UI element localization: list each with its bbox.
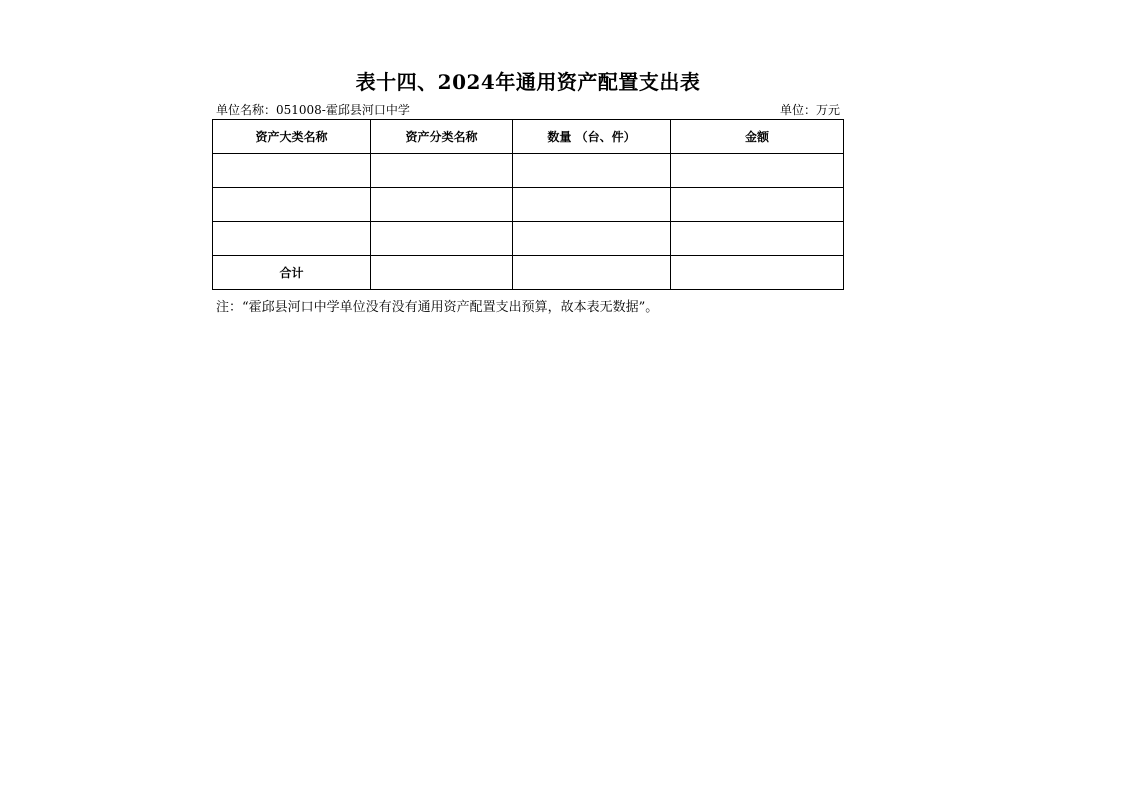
table-cell — [513, 222, 671, 256]
total-label: 合计 — [213, 256, 371, 290]
unit-label: 单位：万元 — [779, 103, 840, 117]
table-cell — [513, 188, 671, 222]
header-amount: 金额 — [671, 120, 844, 154]
footnote: 注：“霍邱县河口中学单位没有没有通用资产配置支出预算，故本表无数据”。 — [216, 300, 659, 315]
table-row — [213, 222, 844, 256]
header-asset-category: 资产大类名称 — [213, 120, 371, 154]
unit-name-label: 单位名称：051008-霍邱县河口中学 — [216, 103, 410, 117]
table-cell — [671, 222, 844, 256]
table-cell — [213, 154, 371, 188]
table-cell — [671, 188, 844, 222]
table-row — [213, 188, 844, 222]
table-cell — [213, 188, 371, 222]
table-total-row — [213, 256, 844, 290]
table-cell — [513, 154, 671, 188]
asset-expenditure-table — [212, 119, 844, 290]
table-cell — [371, 256, 513, 290]
table-cell — [671, 256, 844, 290]
page-title: 表十四、2024年通用资产配置支出表 — [355, 70, 701, 94]
table-row — [213, 154, 844, 188]
table-cell — [371, 188, 513, 222]
table-cell — [371, 154, 513, 188]
table-cell — [213, 222, 371, 256]
table-cell — [671, 154, 844, 188]
table-cell — [371, 222, 513, 256]
table-header-row — [213, 120, 844, 154]
header-quantity: 数量 （台、件） — [513, 120, 671, 154]
header-asset-subcategory: 资产分类名称 — [371, 120, 513, 154]
table-cell — [513, 256, 671, 290]
